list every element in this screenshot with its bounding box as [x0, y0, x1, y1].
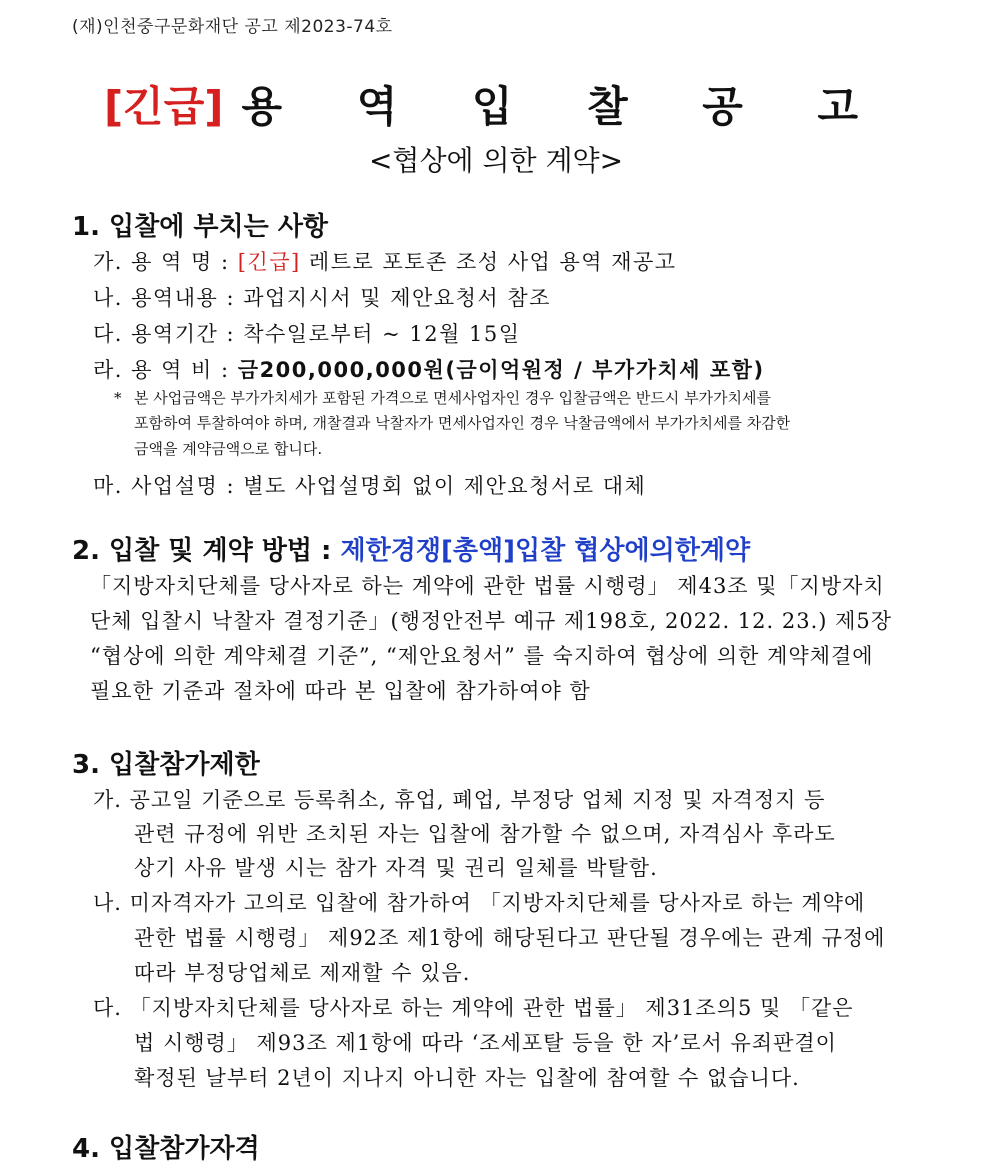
title-text: 용 역 입 찰 공 고: [241, 82, 889, 131]
restriction-a-line-2: 관련 규정에 위반 조치된 자는 입찰에 참가할 수 없으며, 자격심사 후라도: [134, 822, 836, 846]
service-content-row: 나. 용역내용 : 과업지시서 및 제안요청서 참조: [93, 286, 551, 310]
section-2-line-3: “협상에 의한 계약체결 기준”, “제안요청서” 를 숙지하여 협상에 의한 계약체결에: [90, 644, 874, 668]
announcement-number: (재)인천중구문화재단 공고 제2023-74호: [72, 17, 393, 37]
cost-note-line-2: 포함하여 투찰하여야 하며, 개찰결과 낙찰자가 면세사업자인 경우 낙찰금액에서 부가가치세를 차감한: [134, 414, 791, 432]
page-subtitle: <협상에 의한 계약>: [368, 144, 624, 177]
section-2-line-4: 필요한 기준과 절차에 따라 본 입찰에 참가하여야 함: [90, 679, 591, 703]
service-period-row: 다. 용역기간 : 착수일로부터 ~ 12월 15일: [93, 322, 521, 346]
restriction-c-line-3: 확정된 날부터 2년이 지나지 아니한 자는 입찰에 참여할 수 없습니다.: [134, 1066, 800, 1090]
service-name-value: 레트로 포토존 조성 사업 용역 재공고: [300, 250, 677, 274]
service-cost-label: 라. 용 역 비 :: [93, 358, 238, 382]
service-cost-value: 금200,000,000원(금이억원정 / 부가가치세 포함): [237, 358, 765, 382]
restriction-b-line-1: 나. 미자격자가 고의로 입찰에 참가하여 「지방자치단체를 당사자로 하는 계약에: [93, 891, 866, 915]
service-cost-row: [93, 354, 765, 384]
contract-method: 제한경쟁[총액]입찰 협상에의한계약: [340, 536, 751, 566]
page-title: [0, 74, 992, 134]
restriction-a-line-3: 상기 사유 발생 시는 참가 자격 및 권리 일체를 박탈함.: [134, 856, 658, 880]
section-3-heading: 3. 입찰참가제한: [72, 750, 260, 780]
service-name-row: [93, 246, 677, 276]
service-name-label: 가. 용 역 명 :: [93, 250, 238, 274]
cost-note-line-1: * 본 사업금액은 부가가치세가 포함된 가격으로 면세사업자인 경우 입찰금액은 반드시 부가가치세를: [114, 386, 771, 411]
restriction-c-line-1: 다. 「지방자치단체를 당사자로 하는 계약에 관한 법률」 제31조의5 및 「같은: [93, 996, 854, 1020]
project-briefing-row: 마. 사업설명 : 별도 사업설명회 없이 제안요청서로 대체: [93, 474, 647, 498]
section-2-line-1: 「지방자치단체를 당사자로 하는 계약에 관한 법률 시행령」 제43조 및「지방자치: [90, 574, 885, 598]
section-2-line-2: 단체 입찰시 낙찰자 결정기준」(행정안전부 예규 제198호, 2022. 12. 23.) 제5장: [90, 609, 893, 633]
urgent-tag: [긴급]: [103, 82, 224, 131]
section-2-heading: 2. 입찰 및 계약 방법 : 제한경쟁[총액]입찰 협상에의한계약: [72, 536, 751, 566]
restriction-b-line-2: 관한 법률 시행령」 제92조 제1항에 해당된다고 판단될 경우에는 관계 규정에: [134, 926, 886, 950]
service-name-urgent: [긴급]: [237, 250, 301, 274]
cost-note-line-3: 금액을 계약금액으로 합니다.: [134, 440, 323, 458]
restriction-c-line-2: 법 시행령」 제93조 제1항에 따라 ‘조세포탈 등을 한 자’로서 유죄판결이: [134, 1031, 837, 1055]
restriction-a-line-1: 가. 공고일 기준으로 등록취소, 휴업, 폐업, 부정당 업체 지정 및 자격정지 등: [93, 788, 826, 812]
restriction-b-line-3: 따라 부정당업체로 제재할 수 있음.: [134, 961, 471, 985]
note-star: *: [114, 389, 122, 407]
section-4-heading: 4. 입찰참가자격: [72, 1134, 260, 1164]
section-1-heading: 1. 입찰에 부치는 사항: [72, 212, 329, 242]
